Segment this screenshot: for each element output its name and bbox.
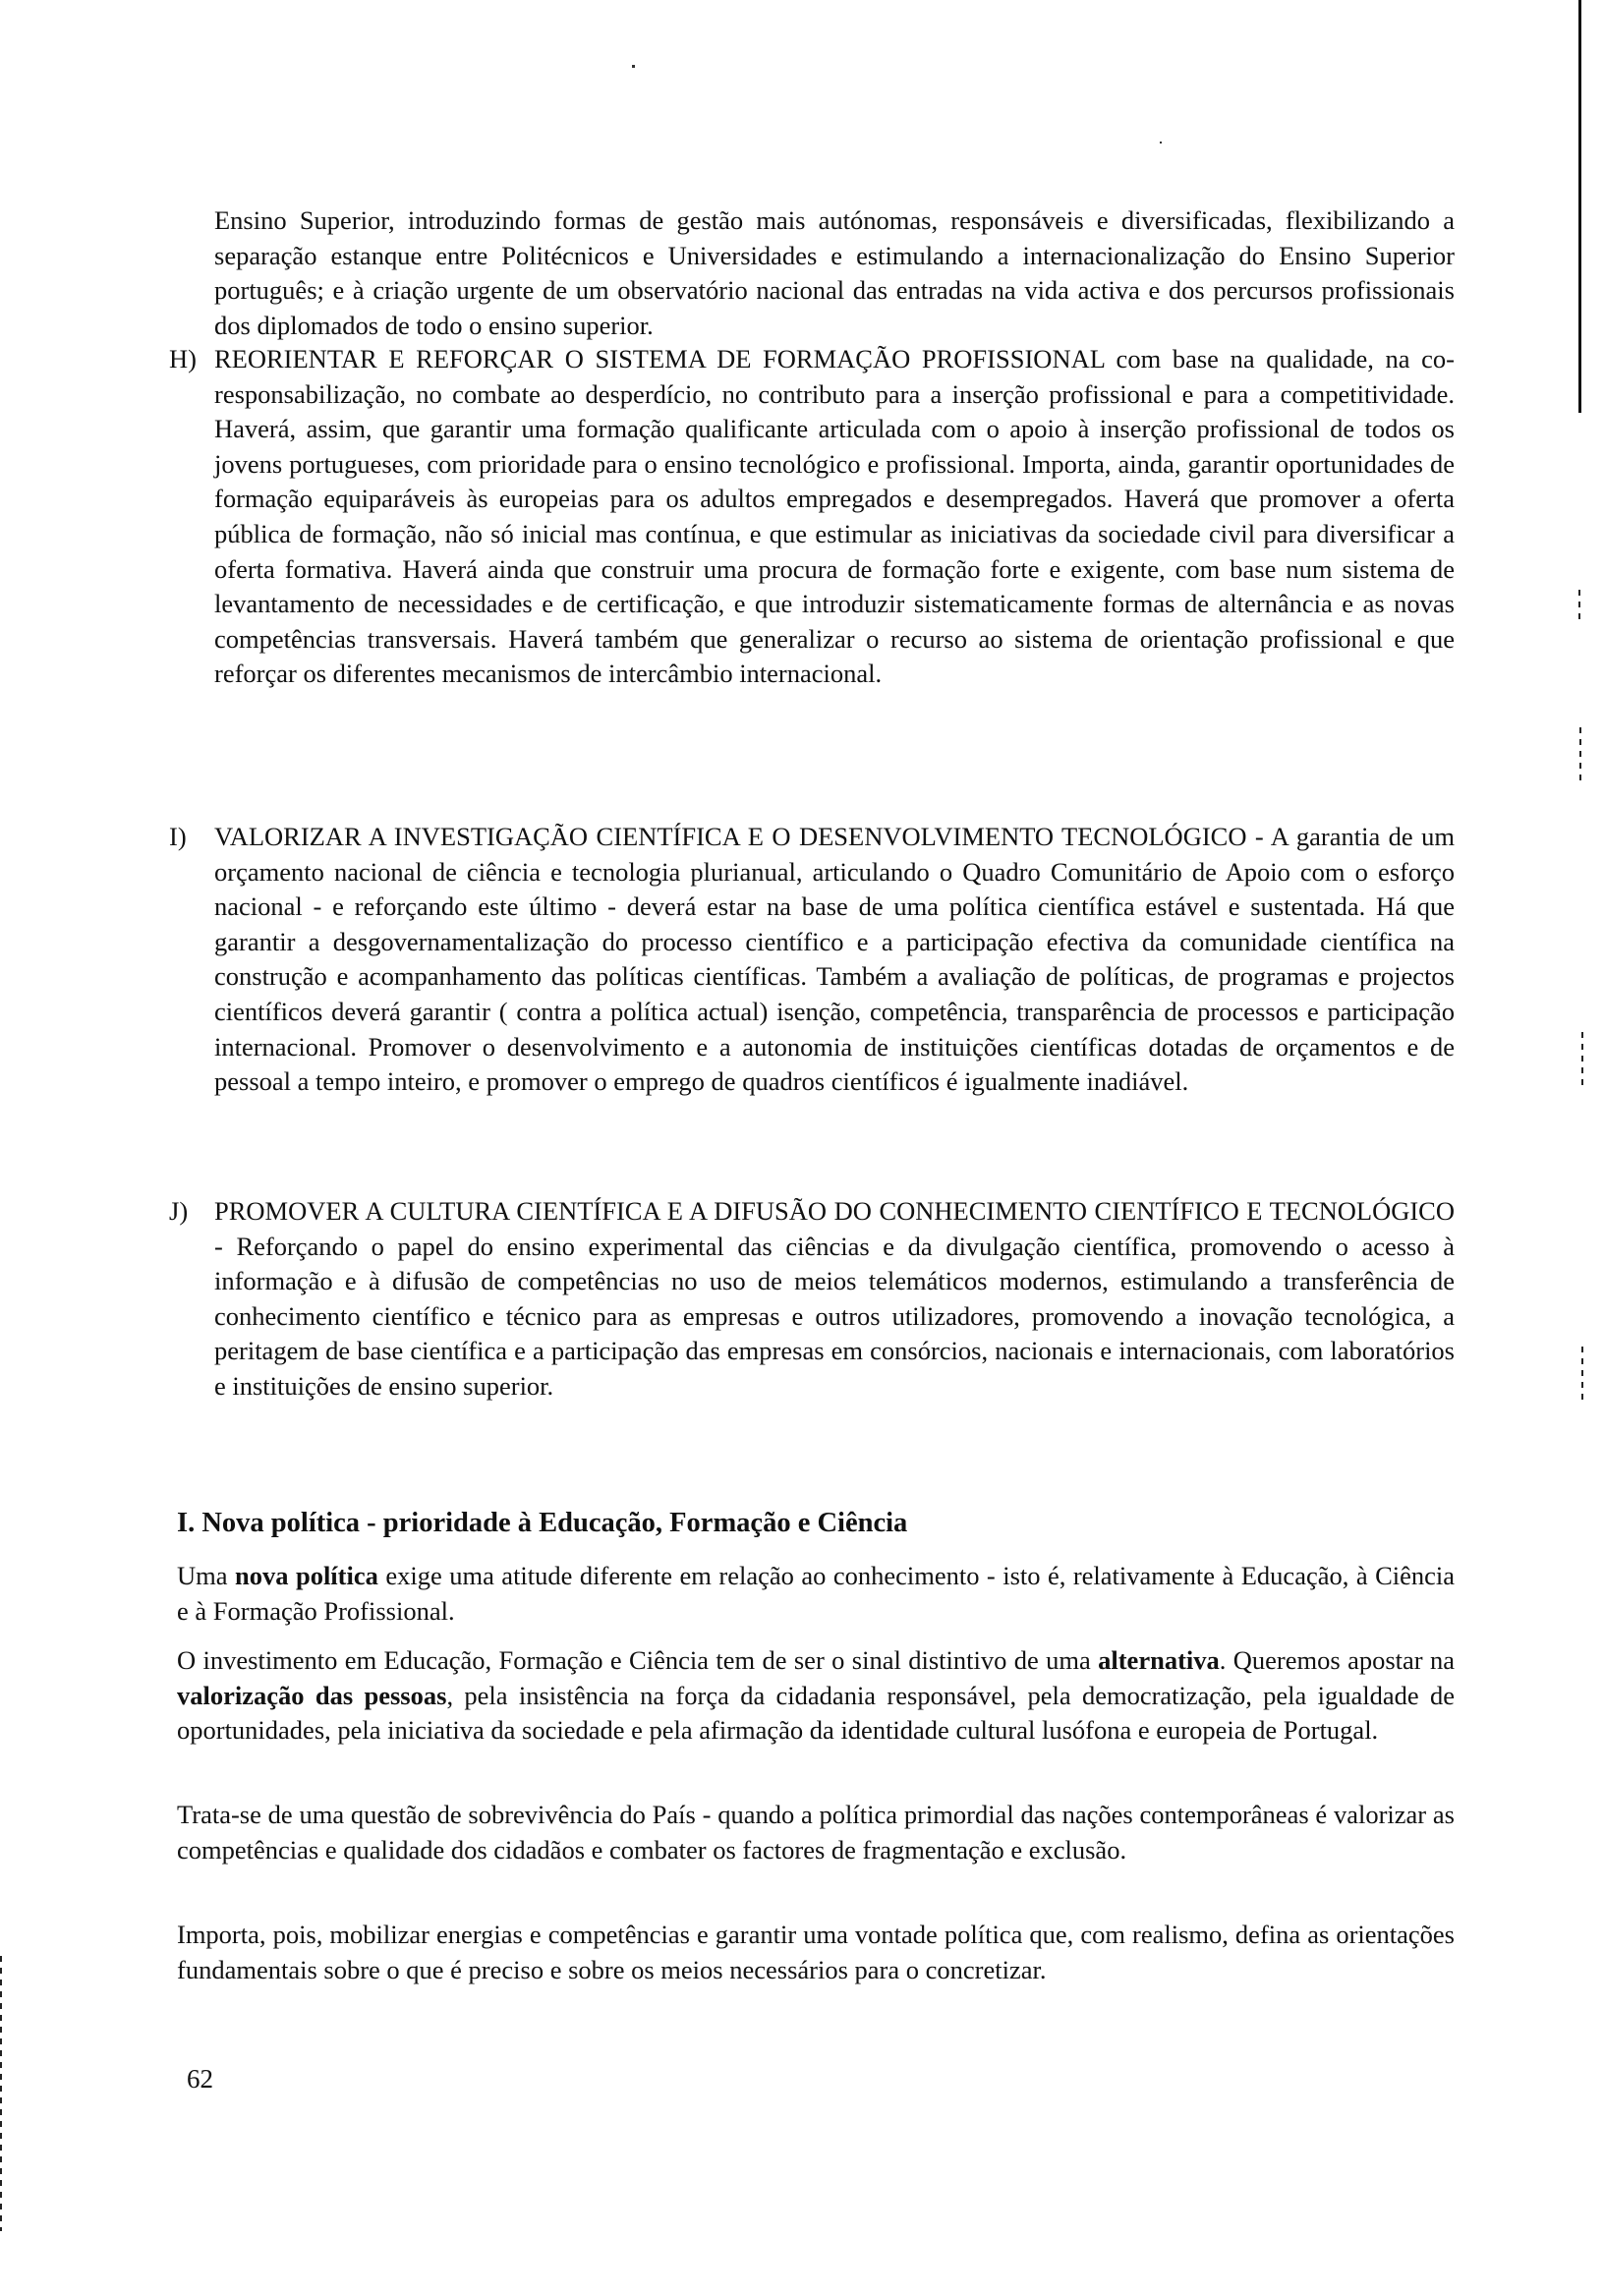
list-item-text: VALORIZAR A INVESTIGAÇÃO CIENTÍFICA E O DESENVOLVIMENTO TECNOLÓGICO - A garantia de um orçamento nacional de ciência e tecnologia plurianual, articulando o Quadro Comunitário de Apoio com o esforço nacional - e reforçando este último - deverá estar na base de uma política científica estável e sustentada. Há que garantir a desgovernamentalização do processo científico e a participação efectiva da comunidade científica na construção e acompanhamento das políticas científicas. Também a avaliação de políticas, de programas e projectos científicos deverá garantir ( contra a política actual) isenção, competência, transparência de processos e participação internacional. Promover o desenvolvimento e a autonomia de instituições científicas dotadas de orçamentos e de pessoal a tempo inteiro, e promover o emprego de quadros científicos é igualmente inadiável. xyxy=(214,822,1455,1097)
list-item-text: REORIENTAR E REFORÇAR O SISTEMA DE FORMAÇÃO PROFISSIONAL com base na qualidade, na co-responsabilização, no combate ao desperdício, no contributo para a inserção profissional e para a competitividade. Haverá, assim, que garantir uma formação qualificante articulada com o apoio à inserção profissional de todos os jovens portugueses, com prioridade para o ensino tecnológico e profissional. Importa, ainda, garantir oportunidades de formação equiparáveis às europeias para os adultos empregados e desempregados. Haverá que promover a oferta pública de formação, não só inicial mas contínua, e que estimular as iniciativas da sociedade civil para diversificar a oferta formativa. Haverá ainda que construir uma procura de formação forte e exigente, com base num sistema de levantamento de necessidades e de certificação, e que introduzir sistematicamente formas de alternância e as novas competências transversais. Haverá também que generalizar o recurso ao sistema de orientação profissional e que reforçar os diferentes mecanismos de intercâmbio internacional. xyxy=(214,344,1455,689)
bold-text-run: valorização das pessoas xyxy=(177,1680,447,1710)
continuation-paragraph: Ensino Superior, introduzindo formas de gestão mais autónomas, responsáveis e diversificadas, flexibilizando a separação estanque entre Politécnicos e Universidades e estimulando a internacionalização do Ensino Superior português; e à criação urgente de um observatório nacional das entradas na vida activa e dos percursos profissionais dos diplomados de todo o ensino superior. xyxy=(214,205,1455,340)
scan-edge-line-right xyxy=(1578,0,1581,413)
section-paragraph-3: Trata-se de uma questão de sobrevivência do País - quando a política primordial das nações contemporâneas é valorizar as competências e qualidade dos cidadãos e combater os factores de fragmentação e exclusão. xyxy=(177,1800,1455,1865)
text-run: O investimento em Educação, Formação e Ciência tem de ser o sinal distintivo de uma xyxy=(177,1645,1099,1675)
section-paragraph-1 xyxy=(177,1559,1455,1629)
section-paragraph-2 xyxy=(177,1643,1455,1749)
list-item-i xyxy=(169,820,1455,1100)
list-item-label: J) xyxy=(169,1196,189,1226)
bold-text-run: alternativa xyxy=(1098,1645,1220,1675)
scan-speck-1 xyxy=(632,65,635,68)
list-item-h xyxy=(169,342,1455,692)
scan-edge-dashes-left xyxy=(0,1956,2,2231)
page-number: 62 xyxy=(187,2064,213,2094)
section-paragraph-4: Importa, pois, mobilizar energias e competências e garantir uma vontade política que, com realismo, defina as orientações fundamentais sobre o que é preciso e sobre os meios necessários para o concretizar. xyxy=(177,1920,1455,1984)
bold-text-run: nova política xyxy=(235,1561,378,1590)
list-item-j xyxy=(169,1194,1455,1405)
text-run: , pela insistência na força da cidadania responsável, pela democratização, pela igualdade de oportunidades, pela iniciativa da sociedade e pela afirmação da identidade cultural lusófona e europeia de Portugal. xyxy=(177,1680,1456,1746)
scan-edge-dashes-right-4 xyxy=(1581,1347,1583,1406)
scan-edge-dashes-right-2 xyxy=(1579,727,1581,786)
text-run: exige uma atitude diferente em relação ao conhecimento - isto é, relativamente à Educação, à Ciência e à Formação Profissional. xyxy=(177,1561,1456,1626)
scan-edge-dashes-right-1 xyxy=(1578,590,1580,619)
list-item-label: H) xyxy=(169,344,197,373)
scan-speck-2 xyxy=(1160,142,1162,144)
scan-edge-dashes-right-3 xyxy=(1581,1032,1583,1091)
section-heading: I. Nova política - prioridade à Educação, Formação e Ciência xyxy=(177,1508,908,1538)
text-run: Uma xyxy=(177,1561,235,1590)
list-item-label: I) xyxy=(169,822,187,851)
text-run: . Queremos apostar na xyxy=(1219,1645,1455,1675)
list-item-text: PROMOVER A CULTURA CIENTÍFICA E A DIFUSÃO DO CONHECIMENTO CIENTÍFICO E TECNOLÓGICO - Reforçando o papel do ensino experimental das ciências e da divulgação científica, promovendo o acesso à informação e à difusão de competências no uso de meios telemáticos modernos, estimulando a transferência de conhecimento científico e técnico para as empresas e outros utilizadores, promovendo a inovação tecnológica, a peritagem de base científica e a participação das empresas em consórcios, nacionais e internacionais, com laboratórios e instituições de ensino superior. xyxy=(214,1196,1455,1401)
